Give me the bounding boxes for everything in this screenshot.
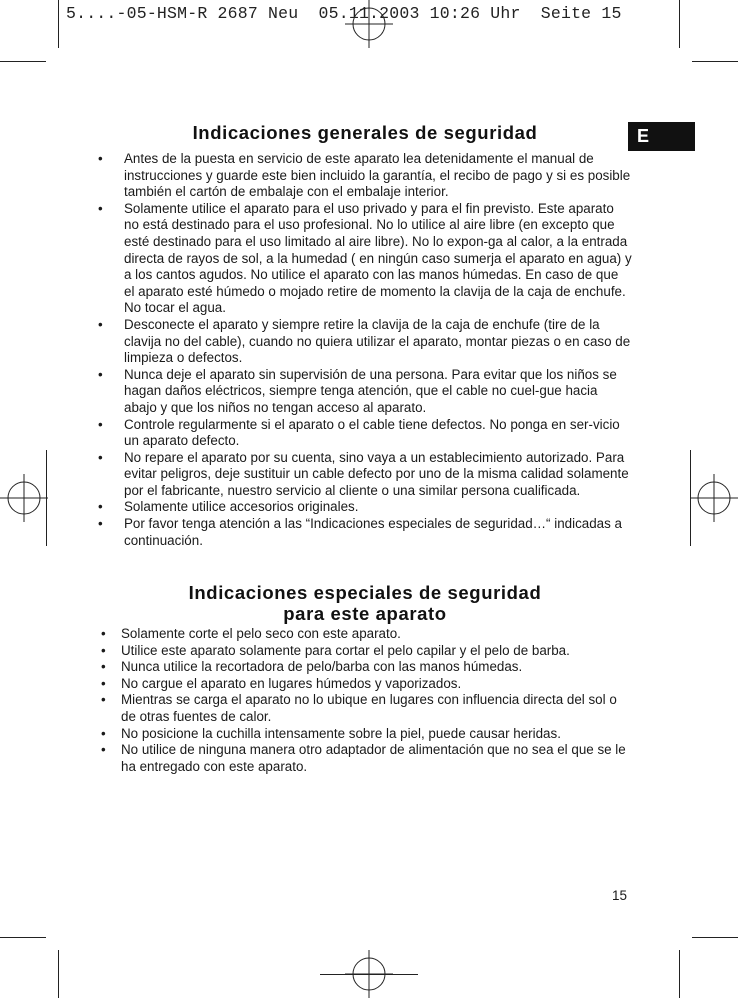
- crop-mark-top-left-h: [0, 61, 46, 62]
- list-item: • No repare el aparato por su cuenta, sino vaya a un establecimiento autorizado. Para evitar peligros, deje sustituir un cable defecto por uno de la misma calidad solamente por el fabricante, nuestro servicio al cliente o una similar persona cualificada.: [124, 450, 632, 500]
- list-item: • Controle regularmente si el aparato o el cable tiene defectos. No ponga en ser-vicio un aparato defecto.: [124, 417, 632, 450]
- crop-mark-top-right-h: [692, 61, 738, 62]
- list-item: • Utilice este aparato solamente para cortar el pelo capilar y el pelo de barba.: [121, 643, 631, 660]
- special-safety-list: [121, 626, 631, 775]
- crop-mark-bottom-left-h: [0, 937, 46, 938]
- list-item: • Solamente corte el pelo seco con este aparato.: [121, 626, 631, 643]
- general-safety-heading: Indicaciones generales de seguridad: [192, 122, 538, 143]
- special-safety-heading-line1: Indicaciones especiales de seguridad: [188, 582, 542, 603]
- language-tab: E: [628, 122, 695, 151]
- registration-mark-right: [690, 474, 738, 522]
- crop-mark-top-left-v: [58, 0, 59, 48]
- general-safety-list: [124, 151, 632, 549]
- list-item: • No posicione la cuchilla intensamente sobre la piel, puede causar heridas.: [121, 726, 631, 743]
- page-number: 15: [612, 888, 628, 903]
- list-item: • Desconecte el aparato y siempre retire la clavija de la caja de enchufe (tire de la clavija no del cable), cuando no quiera utilizar el aparato, montar piezas o en caso de limpieza o defectos.: [124, 317, 632, 367]
- list-item: • No cargue el aparato en lugares húmedos y vaporizados.: [121, 676, 631, 693]
- list-item: • Solamente utilice accesorios originales.: [124, 499, 632, 516]
- crop-mark-right-v: [690, 450, 691, 546]
- registration-mark-left: [0, 474, 48, 522]
- special-safety-heading-line2: para este aparato: [283, 603, 447, 624]
- list-item: • Solamente utilice el aparato para el uso privado y para el fin previsto. Este aparato no está destinado para el uso profesional. No lo utilice al aire libre (en excepto que esté destinado para el uso limitado al aire libre). No lo expon-ga al calor, a la entrada directa de rayos de sol, a la humedad ( en ningún caso sumerja el aparato en agua) y a los cantos agudos. No utilice el aparato con las manos húmedas. En caso de que el aparato esté húmedo o mojado retire de momento la clavija de la caja de enchufe. No tocar el agua.: [124, 201, 632, 317]
- print-slug: 5....-05-HSM-R 2687 Neu 05.11.2003 10:26 Uhr Seite 15: [66, 4, 622, 23]
- crop-mark-bottom-right-h: [692, 937, 738, 938]
- crop-mark-top-right-v: [679, 0, 680, 48]
- crop-mark-left-v: [46, 450, 47, 546]
- special-safety-heading: [100, 582, 630, 624]
- crop-mark-bottom-left-v: [58, 950, 59, 998]
- crop-mark-bottom-h: [320, 974, 418, 975]
- list-item: • Nunca deje el aparato sin supervisión de una persona. Para evitar que los niños se hagan daños eléctricos, siempre tenga atención, que el cable no cuel-gue hacia abajo y que los niños no tengan acceso al aparato.: [124, 367, 632, 417]
- list-item: • No utilice de ninguna manera otro adaptador de alimentación que no sea el que se le ha entregado con este aparato.: [121, 742, 631, 775]
- crop-mark-bottom-right-v: [679, 950, 680, 998]
- list-item: • Nunca utilice la recortadora de pelo/barba con las manos húmedas.: [121, 659, 631, 676]
- list-item: • Por favor tenga atención a las “Indicaciones especiales de seguridad…“ indicadas a continuación.: [124, 516, 632, 549]
- list-item: • Antes de la puesta en servicio de este aparato lea detenidamente el manual de instrucciones y guarde este bien incluido la garantía, el recibo de pago y si es posible también el cartón de embalaje con el embalaje interior.: [124, 151, 632, 201]
- list-item: • Mientras se carga el aparato no lo ubique en lugares con influencia directa del sol o de otras fuentes de calor.: [121, 692, 631, 725]
